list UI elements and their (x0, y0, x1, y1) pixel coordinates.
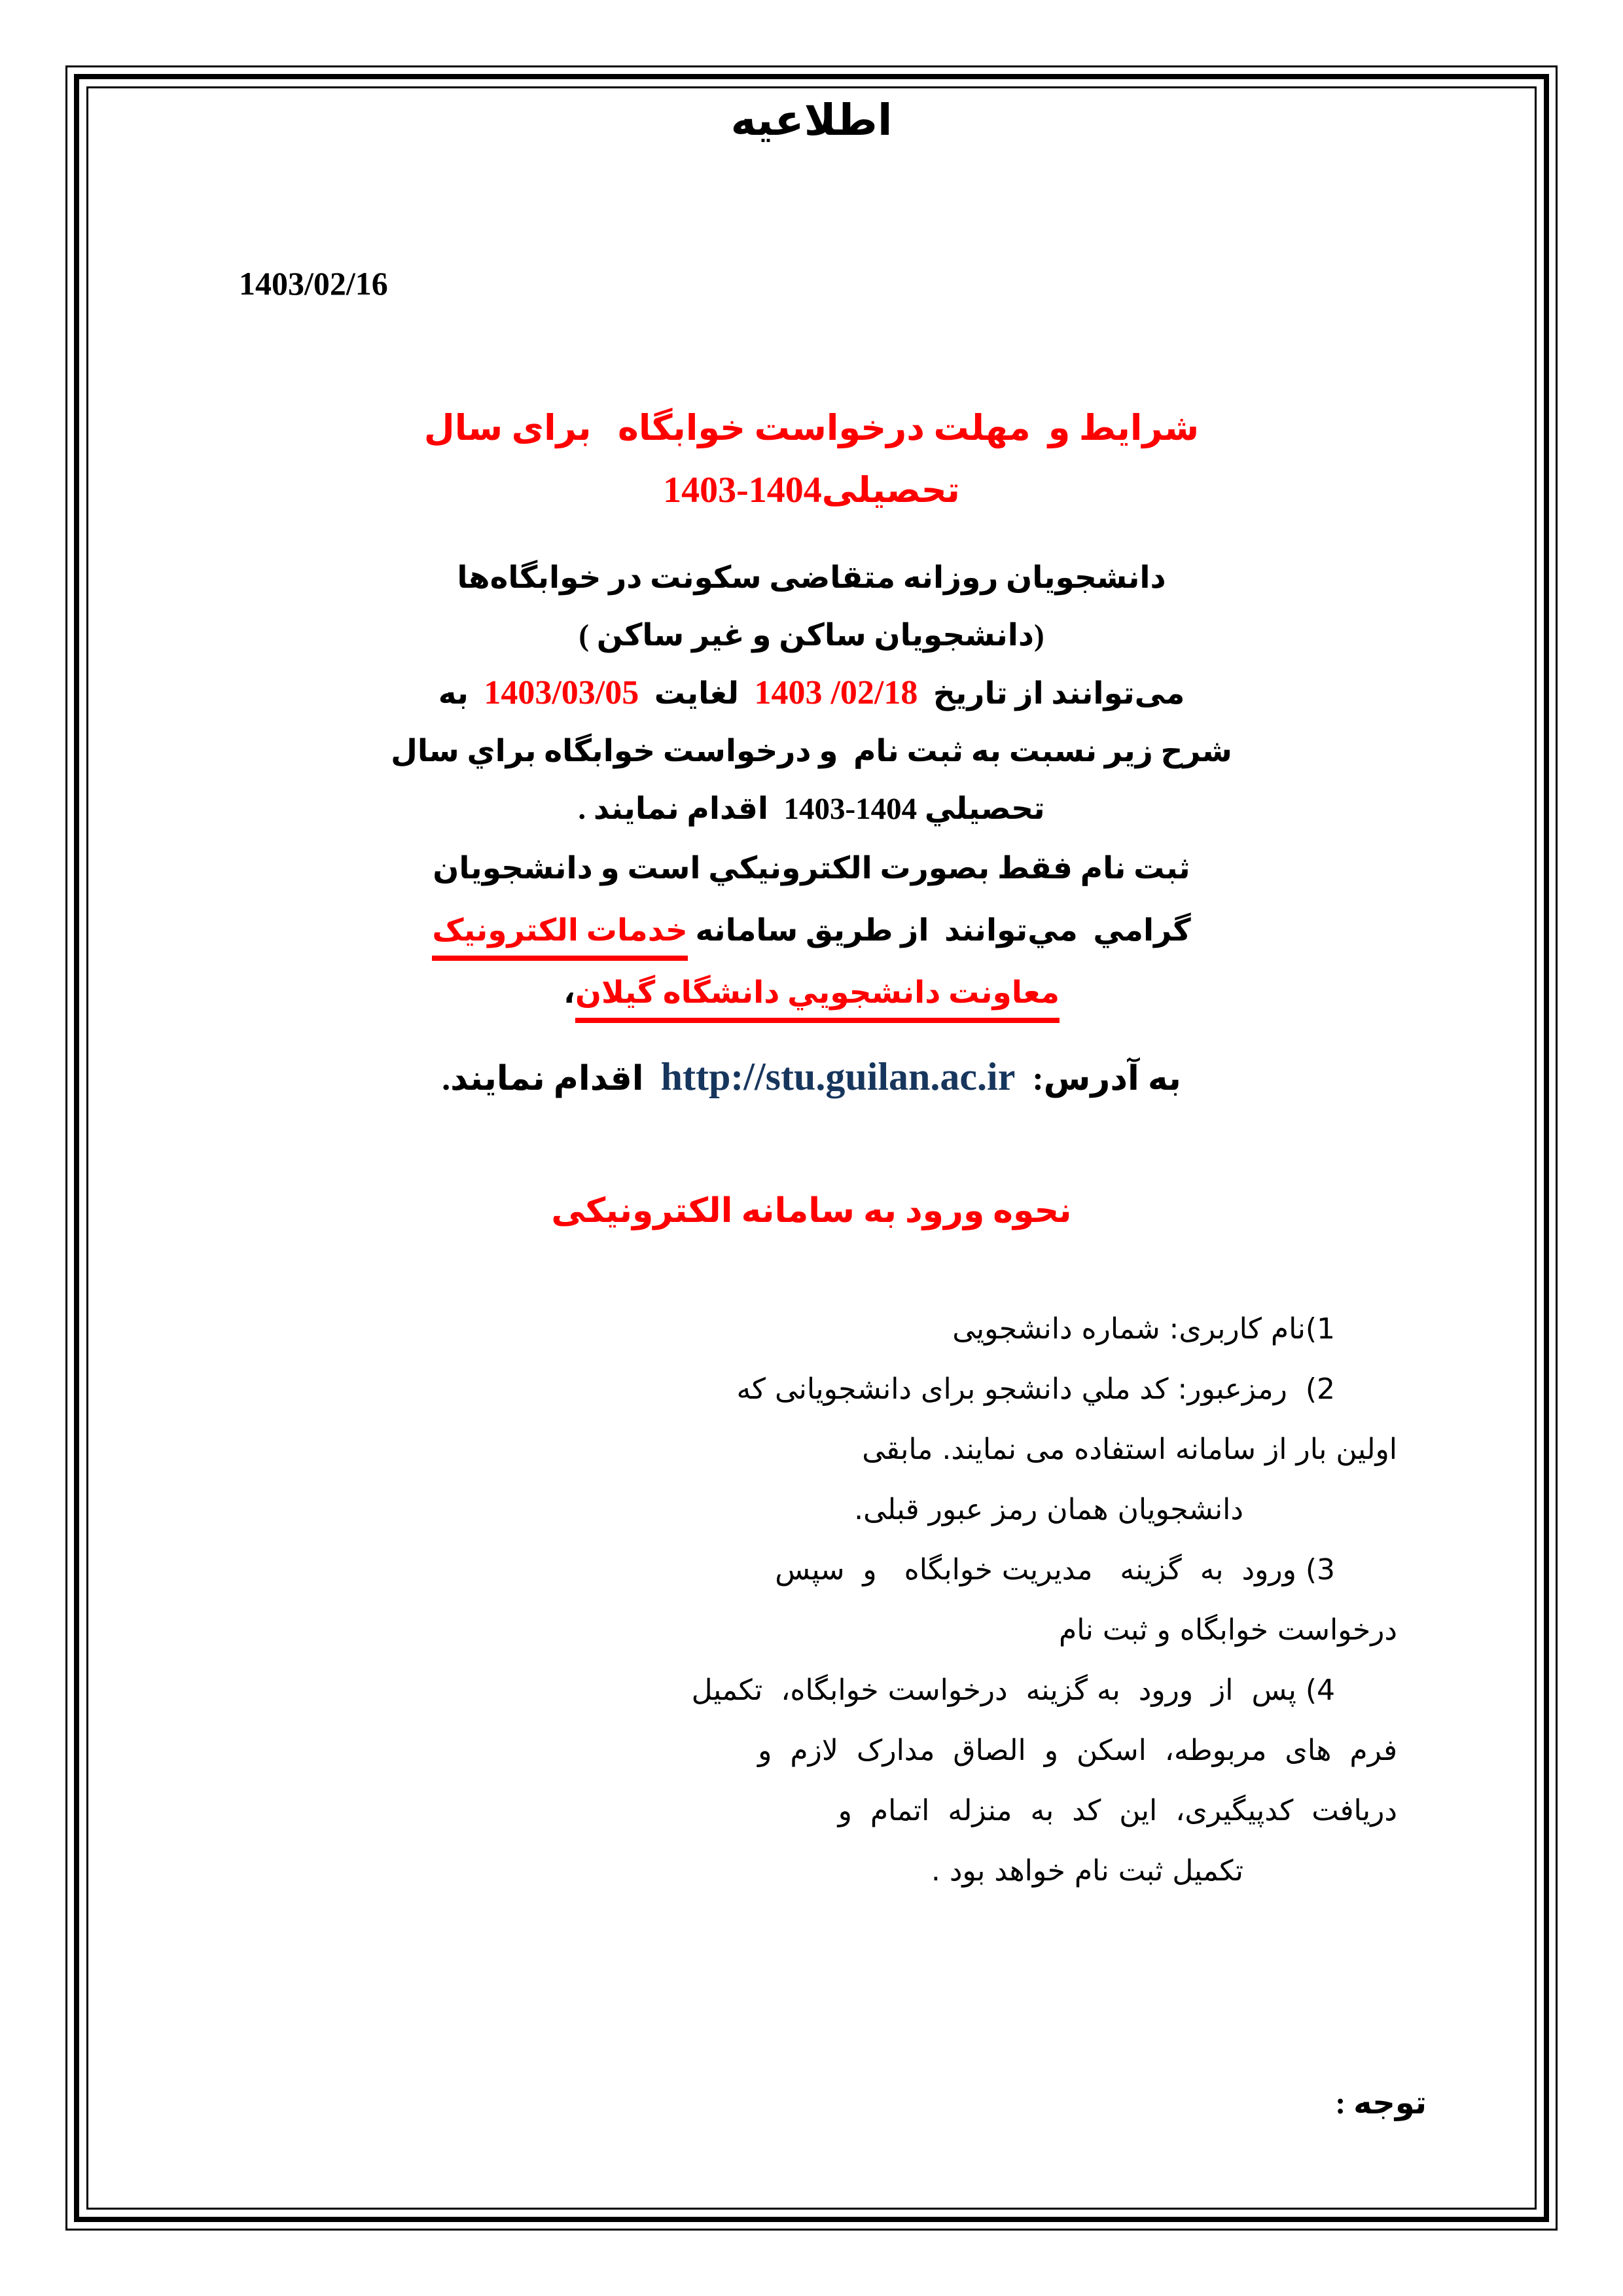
list-item-4-cont1: فرم های مربوطه، اسکن و الصاق مدارک لازم و (758, 1734, 1397, 1768)
login-steps-list (196, 1299, 1427, 1901)
page-title: اطلاعیه (730, 97, 893, 145)
portal-heading: نحوه ورود به سامانه الکترونیکی (551, 1193, 1072, 1230)
list-item-3-cont1: درخواست خوابگاه و ثبت نام (1058, 1613, 1397, 1647)
list-item-4-cont3: تکمیل ثبت نام خواهد بود . (931, 1854, 1243, 1888)
intro-dates-line (196, 664, 1427, 723)
heading-year-word: تحصیلی (821, 471, 960, 511)
intro-line2: (دانشجویان ساکن و غیر ساکن ) (579, 619, 1044, 653)
list-item-4: 4) پس از ورود به گزینه درخواست خوابگاه، تکمیل (691, 1674, 1335, 1708)
academic-years-value: 1403-1404 (783, 792, 918, 827)
registration-line3 (196, 962, 1427, 1024)
registration-paragraph (196, 838, 1427, 1024)
address-prefix: به آدرس: (1015, 1060, 1181, 1098)
list-item-2-cont2: دانشجویان همان رمز عبور قبلی. (854, 1493, 1243, 1527)
request-start-date: 1403 /02/18 (754, 674, 918, 712)
announcement-date: 1403/02/16 (239, 265, 388, 302)
dates-line-middle: لغایت (639, 677, 755, 711)
registration-line1: ثبت نام فقط بصورت الکترونیکي است و دانشجویان (433, 852, 1190, 886)
registration-line2-prefix: گرامي مي‌توانند از طریق سامانه (687, 914, 1191, 948)
portal-url-link[interactable]: http://stu.guilan.ac.ir (660, 1055, 1016, 1099)
intro-line4: شرح زیر نسبت به ثبت نام و درخواست خوابگاه براي سال (391, 734, 1232, 769)
heading-academic-years: 1403-1404 (663, 470, 822, 511)
intro-paragraph (196, 549, 1427, 838)
dates-line-suffix: به (438, 677, 484, 711)
list-item-2: 2) رمزعبور: کد ملي دانشجو برای دانشجویانی که (736, 1372, 1335, 1407)
list-item-3: 3) ورود به گزینه مدیریت خوابگاه و سپس (775, 1553, 1335, 1587)
main-heading-line2 (196, 459, 1427, 522)
address-line (196, 1047, 1427, 1106)
page-content (196, 98, 1427, 2201)
attention-label: توجه : (1335, 2086, 1427, 2121)
address-suffix: اقدام نمایند. (442, 1060, 661, 1098)
intro-line5-suffix: اقدام نمایند . (578, 792, 784, 827)
main-heading (196, 397, 1427, 522)
request-end-date: 1403/03/05 (484, 674, 639, 712)
list-item-1: 1)نام کاربری: شماره دانشجویی (952, 1312, 1335, 1346)
student-deputy-highlight: معاونت دانشجویي دانشگاه گیلان (575, 976, 1060, 1023)
dates-line-prefix: می‌توانند از تاریخ (918, 677, 1185, 711)
main-heading-line1: شرایط و مهلت درخواست خوابگاه برای سال (423, 408, 1200, 448)
electronic-services-highlight: خدمات الکترونیک (432, 914, 687, 961)
intro-line1: دانشجویان روزانه متقاضی سکونت در خوابگاه‌ها (457, 561, 1166, 596)
intro-line5-prefix: تحصیلي (917, 792, 1045, 827)
list-item-4-cont2: دریافت کدپیگیری، این کد به منزله اتمام و (838, 1794, 1397, 1828)
registration-line3-comma: ، (563, 976, 575, 1011)
intro-line5 (196, 780, 1427, 838)
registration-line2 (196, 900, 1427, 962)
list-item-2-cont1: اولین بار از سامانه استفاده می نمایند. مابقی (862, 1433, 1397, 1467)
